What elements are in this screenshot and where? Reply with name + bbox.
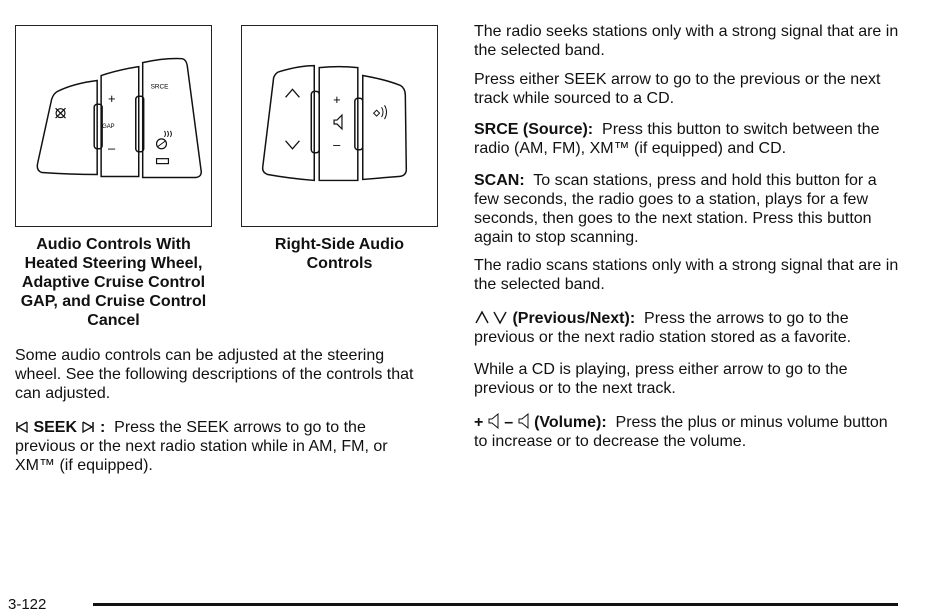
srce-text: Press this button to switch between the radio (AM, FM), XM™ (if equipped) and CD. xyxy=(474,121,880,157)
figure-audio-controls-left xyxy=(15,25,212,227)
figure-caption-right: Right-Side Audio Controls xyxy=(274,236,405,272)
srce-term: SRCE (Source): xyxy=(474,121,594,138)
prevnext-cd-paragraph: While a CD is playing, press either arrow to go to the previous or to the next track. xyxy=(474,361,848,397)
gap-minus-label: – xyxy=(108,140,116,156)
intro-paragraph: Some audio controls can be adjusted at the steering wheel. See the following descriptions of the controls that can adjusted. xyxy=(15,347,414,402)
scan-paragraph xyxy=(474,171,899,247)
seek-text: Press the SEEK arrows to go to the previous or the next radio station while in AM, FM, or XM™ (if equipped). xyxy=(15,419,388,474)
seek-label: SEEK xyxy=(33,419,78,436)
seek-paragraph xyxy=(15,418,420,475)
speaker-up-icon xyxy=(488,413,500,429)
prevnext-text: Press the arrows to go to the previous or the next radio station stored as a favorite. xyxy=(474,310,852,346)
scan-signal-paragraph: The radio scans stations only with a strong signal that are in the selected band. xyxy=(474,257,899,293)
up-arrow-icon xyxy=(286,89,300,97)
gap-plus-label: + xyxy=(108,91,116,107)
volume-minus-label: – xyxy=(333,136,341,152)
mute-icon xyxy=(157,159,169,164)
prevnext-term: (Previous/Next): xyxy=(512,310,636,327)
heated-steering-icon xyxy=(157,131,172,149)
volume-paragraph xyxy=(474,413,899,451)
srce-label: SRCE xyxy=(150,83,169,91)
volume-plus: + xyxy=(474,414,484,431)
cancel-icon xyxy=(56,108,66,118)
speaker-down-icon xyxy=(518,413,530,429)
down-arrow-icon xyxy=(286,141,300,149)
prev-next-arrows-icon xyxy=(474,309,508,325)
volume-plus-label: + xyxy=(333,92,341,108)
seek-down-icon xyxy=(15,420,29,434)
scan-term: SCAN: xyxy=(474,172,525,189)
page-number: 3-122 xyxy=(8,596,47,613)
steering-left-controls-illustration xyxy=(16,26,211,226)
volume-text: Press the plus or minus volume button to increase or to decrease the volume. xyxy=(474,414,888,450)
voice-icon xyxy=(374,105,387,119)
volume-minus: – xyxy=(504,414,514,431)
seek-colon: : xyxy=(99,419,106,436)
figure-caption-left: Audio Controls With Heated Steering Wheel, Adaptive Cruise Control GAP, and Cruise Control Cancel xyxy=(20,236,207,329)
seek-signal-paragraph: The radio seeks stations only with a strong signal that are in the selected band. xyxy=(474,23,899,59)
gap-label: GAP xyxy=(102,123,115,130)
steering-right-controls-illustration xyxy=(242,26,437,226)
seek-up-icon xyxy=(81,420,95,434)
volume-term: (Volume): xyxy=(534,414,607,431)
prevnext-paragraph xyxy=(474,309,899,347)
speaker-icon xyxy=(334,115,342,129)
srce-paragraph xyxy=(474,120,899,158)
footer-rule xyxy=(93,603,898,606)
scan-text: To scan stations, press and hold this button for a few seconds, the radio goes to a station, plays for a few seconds, then goes to the next station. Press this button again to stop scanning. xyxy=(474,172,877,246)
figure-audio-controls-right xyxy=(241,25,438,227)
seek-cd-paragraph: Press either SEEK arrow to go to the previous or the next track while sourced to a CD. xyxy=(474,71,881,107)
